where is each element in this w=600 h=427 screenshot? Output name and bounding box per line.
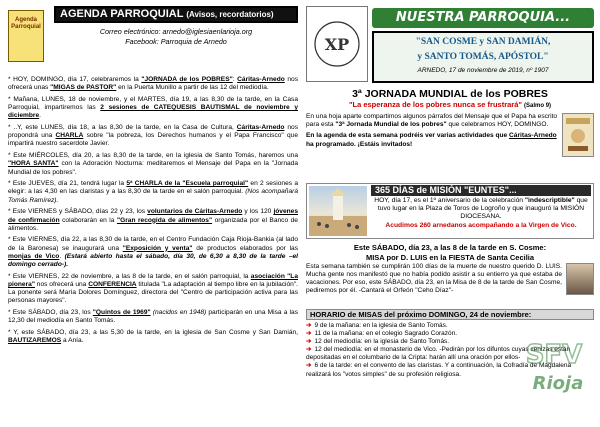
sfv-rioja-watermark-icon [514,333,594,395]
agenda-contact [54,26,298,46]
svg-text:XP: XP [324,35,350,54]
agenda-entry-2: * Mañana, LUNES, 18 de noviembre, y el MARTES, día 19, a las 8,30 de la tarde, en la Casa Parroquial, impartiremos las 2 sesiones de CATEQUESIS BAUTISMAL de noviembre y diciembre. [8,95,298,120]
mision-title: 365 DÍAS de MISIÓN "EUNTES"... [371,185,591,196]
agenda-entry-9: * Este SÁBADO, día 23, los "Quintos de 1969" (nacidos en 1948) participarán en una Misa a las 12,30 del mediodía en Santo Tomás. [8,309,298,325]
parish-title: NUESTRA PARROQUIA... [372,8,594,28]
jornada-title: 3ª JORNADA MUNDIAL de los POBRES [352,88,548,100]
sancosme-text: Esta semana también se cumplirán 100 días de la muerte de nuestro querido D. LUIS. Mucha gente nos manifestó que no había podido asistir a su entierro ya que estaba de vacaciones. Por eso, este SÁBADO, día 23, en la Misa de 8 de la tarde de San Cosme, pediremos por él. -Cantará el Orfeón "Ceho Díaz"- [306,263,562,295]
agenda-subtitle: (Avisos, recordatorios) [186,10,274,19]
arrow-icon: ➔ [306,346,312,354]
svg-text:SFV: SFV [525,340,583,370]
agenda-title-text: AGENDA PARROQUIAL [60,8,184,20]
jornada-quote: "La esperanza de los pobres nunca se frustrará" (Salmo 9) [348,100,552,109]
arrow-icon: ➔ [306,338,312,346]
horario-item: ➔ 12 del mediodía: en la iglesia de Santo Tomás. [306,338,450,346]
horario-header: HORARIO de MISAS del próximo DOMINGO, 24 de noviembre: [306,309,594,320]
mision-photo [309,186,367,236]
mision-text: HOY, día 17, es el 1º aniversario de la celebración "indescriptible" que tuvo lugar en la Plaza de Toros de Logroño y que inauguró la MISIÓN DIOCESANA. Acudimos 260 arnedanos acompañando a la Virgen de Vico. [374,197,588,229]
jornada-body [306,113,594,179]
don-luis-photo [566,263,594,295]
agenda-email: Correo electrónico: arnedo@iglesiaenlarioja.org [99,27,253,36]
svg-text:Rioja: Rioja [532,373,584,394]
agenda-entry-7: * Este VIERNES, día 22, a las 8,30 de la tarde, en el Centro Fundación Caja Rioja-Bankia (al lado de la Baronesa) se inaugurará una "Exposición y venta" de productos elaborados por las monjas de Vico. (Estará abierto hasta el sábado, día 30, de 6,30 a 8,30 de la tarde –el domingo cerrado-). [8,236,298,269]
agenda-entry-3: * ..Y, este LUNES, día 18, a las 8,30 de la tarde, en la Casa de Cultura, Cáritas-Arnedo nos propondrá una CHARLA sobre "la pobreza, los Derechos humanos y el Papa Francisco" que impartirá nuestro sacerdote Javier. [8,124,298,148]
agenda-entry-1: * HOY, DOMINGO, día 17, celebraremos la "JORNADA de los POBRES": Cáritas-Arnedo nos ofrecerá unas "MIGAS de PASTOR" en la Puerta Munillo a partir de las 12 del mediodía. [8,76,298,92]
jornada-text-2: En la agenda de esta semana podréis ver varias actividades que Cáritas-Arnedo ha programado. ¡Estáis invitados! [306,132,557,148]
agenda-facebook: Facebook: Parroquia de Arnedo [125,37,227,46]
parish-name-line-2: y SANTO TOMÁS, APÓSTOL" [417,52,549,62]
agenda-entry-8: * Este VIERNES, 22 de noviembre, a las 8 de la tarde, en el salón parroquial, la asociación "La pionera" nos ofrecerá una CONFERENCIA titulada "La adaptación al tiempo libre en la jubilación". La ponente será María Dolores Domínguez, directora del "Centro de participación activa para las personas mayores". [8,272,298,305]
agenda-logo-icon [8,10,44,62]
parish-column [306,6,594,424]
parish-header [306,6,594,84]
agenda-title [54,6,298,23]
horario-item: ➔ 12 del mediodía: en el monasterio de Vico. -Pedirán por los difuntos cuyas cenizas están depositadas en el columbario de la Cripta: harán allí una oración por ellos- [306,346,571,362]
agenda-entry-6: * Este VIERNES y SÁBADO, días 22 y 23, los voluntarios de Cáritas-Arnedo y los 120 jóvenes de confirmación colaborarán en la "Gran recogida de alimentos" organizada por el Banco de alimentos. [8,208,298,232]
agenda-header [8,6,298,76]
agenda-logo-text: Agenda Parroquial [11,17,41,30]
parish-name-line-1: "SAN COSME y SAN DAMIÁN, [415,37,551,47]
jornada-poster-image [562,113,594,157]
parish-name-box [372,31,594,83]
horario-item: ➔ 6 de la tarde: en el convento de las claristas. Y a continuación, la Cofradía de Magdalena realizará los "votos simples" de su profesión religiosa. [306,362,572,378]
agenda-entry-10: * Y, este SÁBADO, día 23, a las 5,30 de la tarde, en la iglesia de San Cosme y San Damián, BAUTIZAREMOS a Anía. [8,328,298,345]
agenda-entry-5: * Este JUEVES, día 21, tendrá lugar la 5ª CHARLA de la "Escuela parroquial" en 2 sesiones a elegir: a las 4,30 en las claristas y a las 8,30 de la tarde en el salón parroquial. (Nos acompañará Tomás Ramírez). [8,180,298,204]
arrow-icon: ➔ [306,322,312,329]
agenda-column [8,6,298,424]
sancosme-body [306,263,594,305]
chi-rho-logo-icon [306,6,368,82]
horario-section [306,309,594,397]
horario-item: ➔ 9 de la mañana: en la iglesia de Santo Tomás. [306,322,448,329]
agenda-entry-4: * Este MIÉRCOLES, día 20, a las 8,30 de la tarde, en la iglesia de Santo Tomás, haremos una "HORA SANTA" con la Adoración Nocturna: meditaremos el Mensaje del Papa en la "Jornada Mundial de los pobres". [8,152,298,176]
arrow-icon: ➔ [306,362,312,370]
arrow-icon: ➔ [306,330,312,338]
issue-date: ARNEDO, 17 de noviembre de 2019, nº 1907 [417,67,549,74]
horario-item: ➔ 11 de la mañana: en el colegio Sagrado Corazón. [306,330,458,338]
jornada-text-1: En una hoja aparte compartimos algunos párrafos del Mensaje que el Papa ha escrito para esta "3ª Jornada Mundial de los pobres" que celebramos HOY, DOMINGO. [306,113,558,129]
mision-section [306,183,594,239]
sancosme-title: Este SÁBADO, día 23, a las 8 de la tarde en S. Cosme: MISA por D. LUIS en la FIESTA de Santa Cecilia [353,243,547,262]
